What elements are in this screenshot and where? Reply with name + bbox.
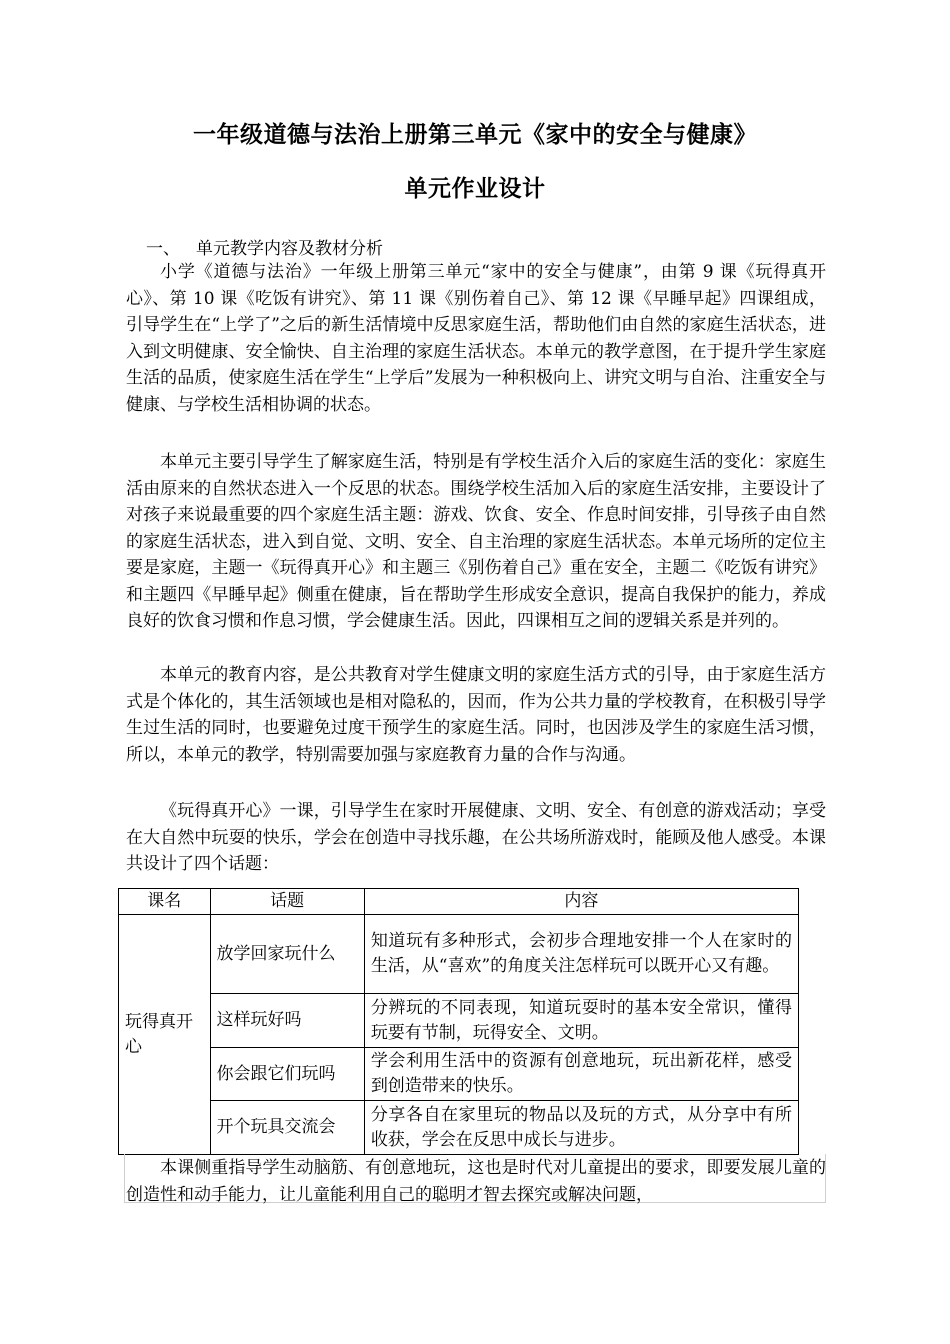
document-subtitle: 单元作业设计 [404,176,546,202]
table-row [119,1101,799,1155]
paragraph-education-content: 本单元的教育内容，是公共教育对学生健康文明的家庭生活方式的引导，由于家庭生活方式是个体化的，其生活领域也是相对隐私的，因而，作为公共力量的学校教育，在积极引导学生过生活的同时，也要避免过度干预学生的家庭生活。同时，也因涉及学生的家庭生活习惯，所以，本单元的教学，特别需要加强与家庭教育力量的合作与沟通。 [126,665,826,765]
content-cell: 知道玩有多种形式，会初步合理地安排一个人在家时的生活，从“喜欢”的角度关注怎样玩可以既开心又有趣。 [364,915,798,994]
paragraph-unit-focus: 本单元主要引导学生了解家庭生活，特别是有学校生活介入后的家庭生活的变化：家庭生活由原来的自然状态进入一个反思的状态。围绕学校生活加入后的家庭生活安排，主要设计了对孩子来说最重要的四个家庭生活主题：游戏、饮食、安全、作息时间安排，引导孩子由自然的家庭生活状态，进入到自觉、文明、安全、自主治理的家庭生活状态。本单元场所的定位主要是家庭，主题一《玩得真开心》和主题三《别伤着自己》重在安全，主题二《吃饭有讲究》和主题四《早睡早起》侧重在健康，旨在帮助学生形成安全意识，提高自我保护的能力，养成良好的饮食习惯和作息习惯，学会健康生活。因此，四课相互之间的逻辑关系是并列的。 [126,452,826,631]
paragraph-lesson-intro: 《玩得真开心》一课，引导学生在家时开展健康、文明、安全、有创意的游戏活动；享受在大自然中玩耍的快乐，学会在创造中寻找乐趣，在公共场所游戏时，能顾及他人感受。本课共设计了四个话题： [126,801,826,874]
header-content: 内容 [364,889,798,915]
table-row [119,1048,799,1101]
paragraph-lesson-focus: 本课侧重指导学生动脑筋、有创意地玩，这也是时代对儿童提出的要求，即要发展儿童的创造性和动手能力，让儿童能利用自己的聪明才智去探究或解决问题， [126,1158,826,1205]
course-name-cell: 玩得真开心 [119,915,211,1155]
table-header-row [119,889,799,915]
topic-cell: 放学回家玩什么 [210,915,364,994]
section-heading [146,238,383,260]
paragraph-unit-overview: 小学《道德与法治》一年级上册第三单元“家中的安全与健康”，由第 9 课《玩得真开心》、第 10 课《吃饭有讲究》、第 11 课《别伤着自己》、第 12 课《早睡早起》四课组成，引导学生在“上学了”之后的新生活情境中反思家庭生活，帮助他们由自然的家庭生活状态，进入到文明健康、安全愉快、自主治理的家庭生活状态。本单元的教学意图，在于提升学生家庭生活的品质，使家庭生活在学生“上学后”发展为一种积极向上、讲究文明与自治、注重安全与健康、与学校生活相协调的状态。 [126,262,826,415]
topic-cell: 这样玩好吗 [210,994,364,1048]
topic-cell: 你会跟它们玩吗 [210,1048,364,1101]
document-title: 一年级道德与法治上册第三单元《家中的安全与健康》 [193,122,757,148]
header-topic: 话题 [210,889,364,915]
content-cell: 分享各自在家里玩的物品以及玩的方式，从分享中有所收获，学会在反思中成长与进步。 [364,1101,798,1155]
section-heading-text: 单元教学内容及教材分析 [196,239,383,259]
table-row [119,915,799,994]
header-course: 课名 [119,889,211,915]
lesson-topics-table [118,888,799,1155]
table-row [119,994,799,1048]
content-cell: 学会利用生活中的资源有创意地玩，玩出新花样，感受到创造带来的快乐。 [364,1048,798,1101]
topic-cell: 开个玩具交流会 [210,1101,364,1155]
section-number: 一、 [146,239,180,259]
content-cell: 分辨玩的不同表现，知道玩耍时的基本安全常识，懂得玩要有节制，玩得安全、文明。 [364,994,798,1048]
